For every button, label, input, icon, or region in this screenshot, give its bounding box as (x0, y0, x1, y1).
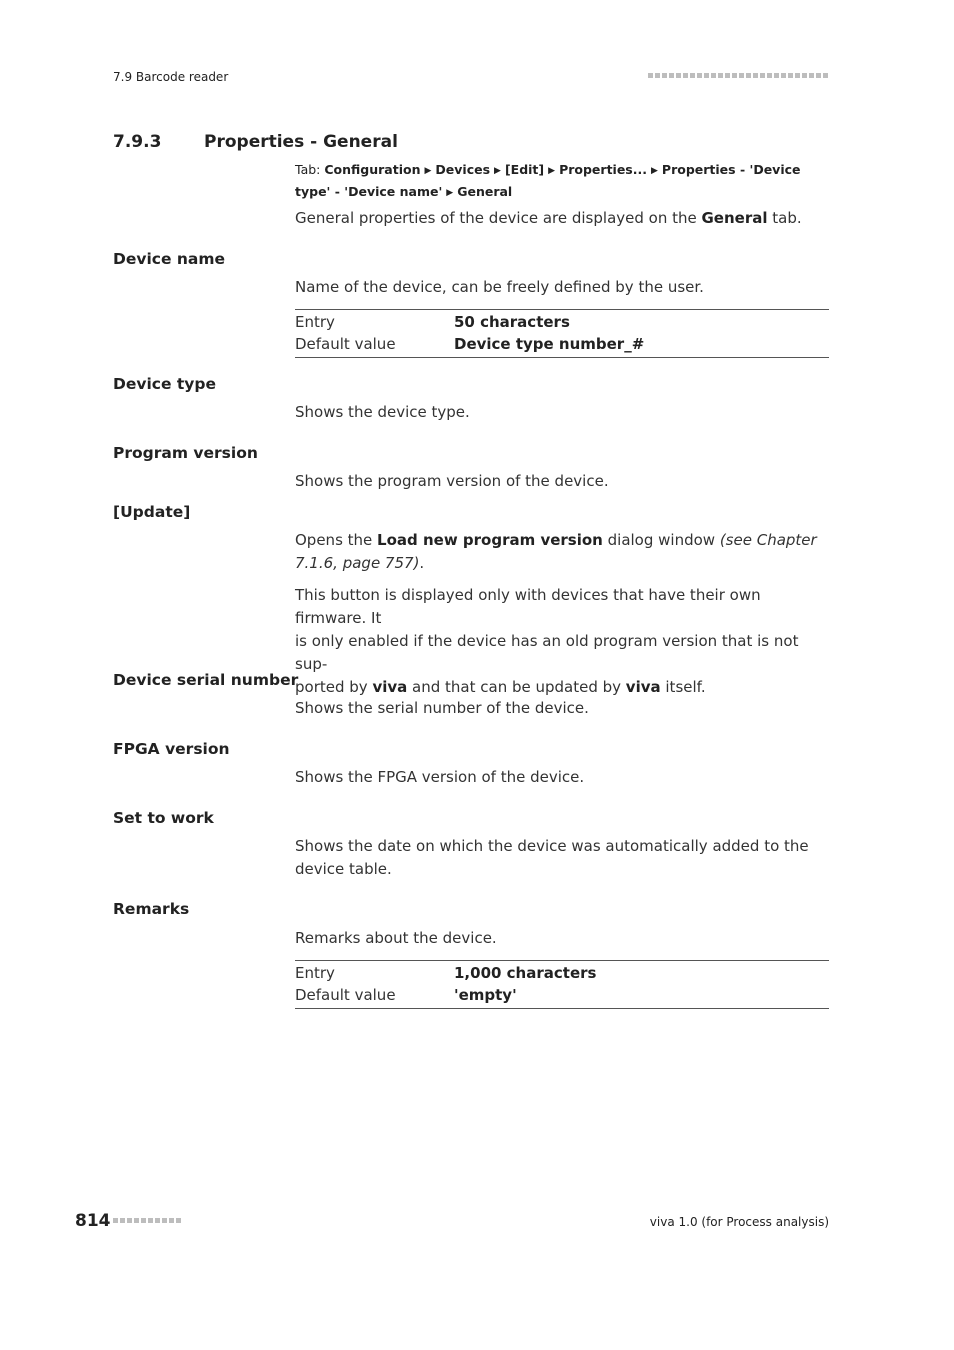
remarks-label: Remarks (113, 900, 190, 918)
fpga-desc: Shows the FPGA version of the device. (295, 768, 585, 786)
table-row: Entry 1,000 characters (295, 964, 597, 982)
tab-path-prefix: Tab: (295, 162, 321, 177)
footer-decoration (113, 1218, 181, 1223)
page-number: 814 (75, 1211, 111, 1231)
arrow-right-icon: ▶ (424, 166, 432, 176)
set-to-work-desc: Shows the date on which the device was automatically added to the device table. (295, 837, 809, 878)
serial-desc: Shows the serial number of the device. (295, 699, 589, 717)
device-name-label: Device name (113, 250, 226, 268)
device-type-label: Device type (113, 375, 217, 393)
tab-path-item: Devices (435, 162, 491, 177)
arrow-right-icon: ▶ (446, 188, 454, 198)
update-label: [Update] (113, 503, 191, 521)
remarks-desc: Remarks about the device. (295, 929, 497, 947)
tab-path-item: [Edit] (504, 162, 545, 177)
device-name-table (295, 309, 829, 358)
update-desc: Opens the Load new program version dialog window (see Chapter 7.1.6, page 757). (295, 531, 817, 572)
table-row: Default value Device type number_# (295, 335, 645, 353)
program-version-desc: Shows the program version of the device. (295, 472, 609, 490)
tab-path (295, 160, 835, 204)
chapter-reference[interactable]: 7.1.6, page 757) (295, 554, 420, 572)
section-number: 7.9.3 (113, 132, 162, 152)
set-to-work-label: Set to work (113, 809, 214, 827)
tab-path-item: Properties - 'Device type' - 'Device name' (295, 162, 801, 199)
arrow-right-icon: ▶ (494, 166, 501, 176)
program-version-label: Program version (113, 444, 258, 462)
tab-path-item: General (457, 184, 513, 199)
serial-label: Device serial number (113, 671, 299, 689)
arrow-right-icon: ▶ (651, 166, 658, 176)
table-row: Default value 'empty' (295, 986, 517, 1004)
section-title: Properties - General (204, 132, 398, 152)
arrow-right-icon: ▶ (548, 166, 556, 176)
fpga-label: FPGA version (113, 740, 230, 758)
chapter-reference[interactable]: (see Chapter (719, 531, 817, 549)
remarks-table (295, 960, 829, 1009)
product-name: viva 1.0 (for Process analysis) (649, 1215, 829, 1229)
device-name-desc: Name of the device, can be freely defined by the user. (295, 278, 704, 296)
intro-text: General properties of the device are displayed on the General tab. (295, 209, 802, 227)
running-header: 7.9 Barcode reader (113, 70, 229, 84)
device-type-desc: Shows the device type. (295, 403, 470, 421)
header-decoration (648, 73, 828, 78)
tab-path-item: Properties... (559, 162, 647, 177)
update-note: This button is displayed only with devices that have their own firmware. It is only enabled if the device has an old program version that is not sup- ported by viva and that can be updated by viva itself. (295, 586, 799, 696)
tab-path-item: Configuration (324, 162, 421, 177)
table-row: Entry 50 characters (295, 313, 570, 331)
